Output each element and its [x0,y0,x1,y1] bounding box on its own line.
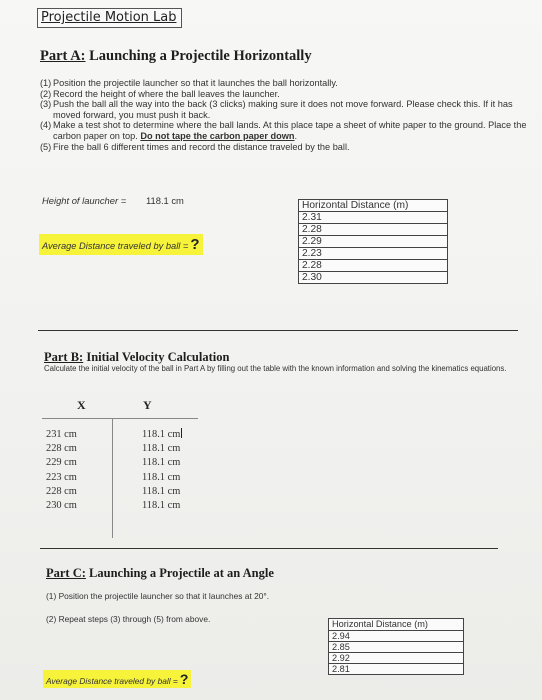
list-item: (4) Make a test shot to determine where the ball lands. At this place tape a sheet of white paper to the ground. Place the carbon paper on top. Do not tape the carbon paper down. [40,120,527,141]
table-row: 2.29 [299,236,448,248]
list-item: 228 cm [46,443,77,455]
part-a-distance-table [298,199,448,284]
average-distance-value-c: ? [179,671,189,687]
part-c-step-1: (1) Position the projectile launcher so that it launches at 20°. [46,591,270,601]
table-row: 2.28 [299,260,448,272]
list-item: 228 cm [46,485,77,497]
list-item: (3) Push the ball all the way into the back (3 clicks) making sure it does not move forward. Please check this. If it has moved forward, you must push it back. [40,99,513,120]
table-column-divider [112,418,113,538]
part-c-label: Part C: [46,566,86,580]
part-b-title: Initial Velocity Calculation [86,350,230,364]
section-divider [38,330,518,331]
average-distance-highlight: Average Distance traveled by ball = ? [39,234,203,255]
part-b-heading [44,350,229,365]
text-cursor [181,428,182,438]
table-row: 2.30 [299,272,448,284]
column-header-y: Y [143,398,152,412]
list-item: 230 cm [46,500,77,512]
table-row: 2.31 [299,212,448,224]
table-row: 2.92 [329,653,464,664]
part-b-description: Calculate the initial velocity of the ball in Part A by filling out the table with the known information and solving the kinematics equations. [44,364,507,373]
list-item: (5) Fire the ball 6 different times and record the distance traveled by the ball. [40,141,350,152]
height-value: 118.1 cm [146,195,184,206]
y-values-column [142,428,182,513]
list-item: 229 cm [46,457,77,469]
table-header: Horizontal Distance (m) [329,619,464,631]
part-c-step-2: (2) Repeat steps (3) through (5) from above. [46,614,211,624]
column-header-x: X [77,398,86,412]
list-item: 231 cm [46,429,77,440]
table-row: 2.85 [329,642,464,653]
table-row: 2.81 [329,664,464,675]
part-a-title: Launching a Projectile Horizontally [89,48,312,64]
part-a-label: Part A: [40,48,86,64]
average-distance-highlight-c: Average Distance traveled by ball = ? [43,670,191,688]
list-item: 118.1 cm [142,443,181,455]
list-item: 118.1 cm [142,500,181,512]
list-item: 118.1 cm [142,429,181,440]
part-a-heading [40,48,312,65]
list-item: 118.1 cm [142,485,181,497]
part-c-heading [46,566,274,581]
table-row: 2.94 [329,631,464,642]
list-item: 223 cm [46,471,77,483]
section-divider [40,548,498,549]
list-item: 118.1 cm [142,471,181,483]
part-a-steps [40,78,536,152]
table-header-line [42,418,198,419]
part-c-distance-table [328,618,464,675]
part-b-label: Part B: [44,350,84,364]
x-values-column [46,428,77,513]
list-item: (2) Record the height of where the ball leaves the launcher. [40,88,280,99]
part-c-title: Launching a Projectile at an Angle [89,566,274,580]
list-item: 118.1 cm [142,457,181,469]
table-row: 2.23 [299,248,448,260]
average-distance-value: ? [190,236,200,253]
lab-title: Projectile Motion Lab [37,8,182,28]
table-header: Horizontal Distance (m) [299,200,448,212]
height-label: Height of launcher = [42,195,127,206]
warning-text: Do not tape the carbon paper down [140,130,295,141]
list-item: (1) Position the projectile launcher so that it launches the ball horizontally. [40,78,338,88]
table-row: 2.28 [299,224,448,236]
